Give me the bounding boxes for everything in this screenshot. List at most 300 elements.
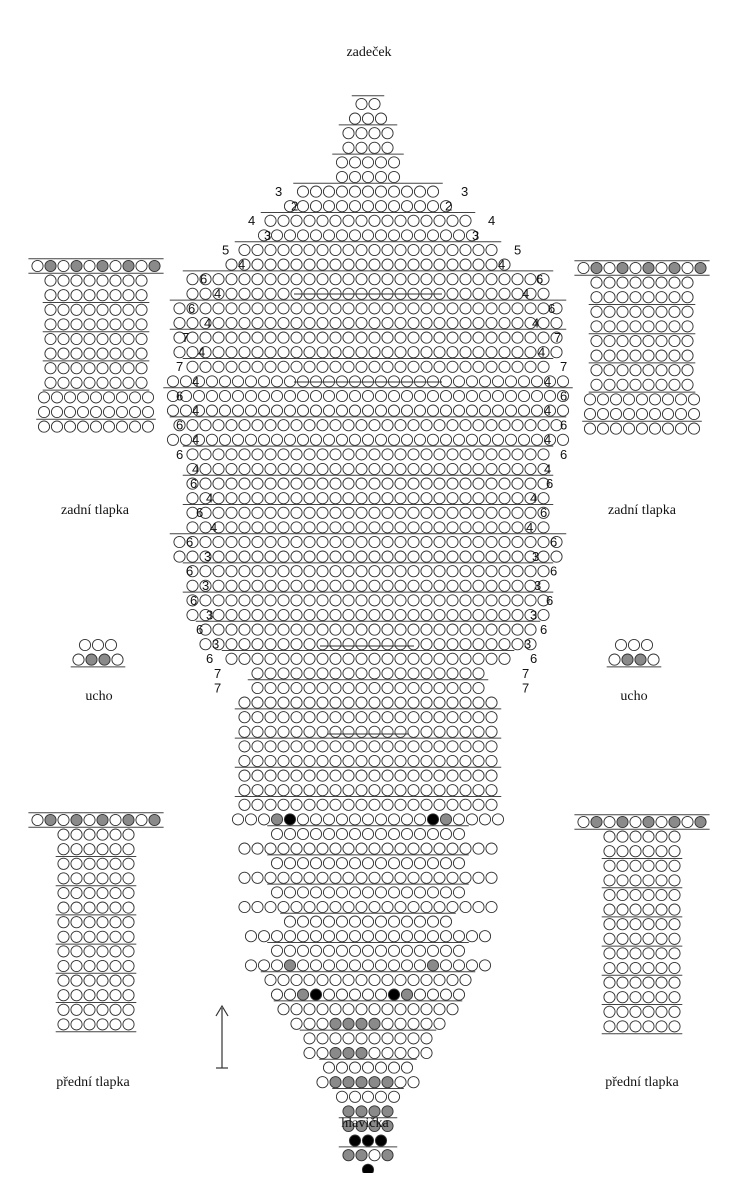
body-bead (369, 755, 380, 766)
front-leg-right-bead (604, 831, 615, 842)
body-bead (304, 507, 315, 518)
body-bead (414, 390, 425, 401)
body-bead (421, 785, 432, 796)
body-bead (362, 1164, 373, 1173)
back-leg-left-bead (123, 304, 134, 315)
body-bead (486, 901, 497, 912)
body-bead (382, 317, 393, 328)
body-bead (356, 712, 367, 723)
body-bead (343, 974, 354, 985)
body-bead (304, 580, 315, 591)
body-bead (382, 901, 393, 912)
back-leg-right-bead (643, 306, 654, 317)
body-bead (310, 916, 321, 927)
body-bead (239, 244, 250, 255)
back-leg-left-bead (110, 319, 121, 330)
back-leg-right-bead (604, 277, 615, 288)
body-bead (460, 317, 471, 328)
body-bead (330, 785, 341, 796)
body-bead (284, 230, 295, 241)
body-bead (310, 828, 321, 839)
body-bead (486, 726, 497, 737)
body-bead (330, 303, 341, 314)
body-bead (362, 931, 373, 942)
row-count-right: 4 (498, 257, 506, 272)
body-bead (421, 639, 432, 650)
body-bead (525, 420, 536, 431)
body-bead (271, 230, 282, 241)
body-bead (265, 347, 276, 358)
body-bead (434, 259, 445, 270)
body-bead (531, 434, 542, 445)
body-bead (388, 828, 399, 839)
body-bead (362, 186, 373, 197)
body-bead (187, 420, 198, 431)
body-bead (323, 186, 334, 197)
body-bead (356, 799, 367, 810)
body-bead (278, 551, 289, 562)
row-count-left: 7 (182, 330, 190, 345)
body-bead (297, 405, 308, 416)
body-bead (369, 609, 380, 620)
body-bead (323, 945, 334, 956)
front-leg-left-bead (71, 960, 82, 971)
body-bead (265, 288, 276, 299)
back-leg-right-bead (656, 350, 667, 361)
body-bead (278, 347, 289, 358)
body-bead (382, 522, 393, 533)
body-bead (427, 186, 438, 197)
front-leg-right-bead (643, 1006, 654, 1017)
body-bead (213, 478, 224, 489)
front-leg-left-bead (123, 887, 134, 898)
back-leg-left-bead (103, 392, 114, 403)
row-count-left: 3 (275, 184, 283, 199)
body-bead (395, 872, 406, 883)
body-bead (440, 989, 451, 1000)
body-bead (343, 595, 354, 606)
body-bead (473, 361, 484, 372)
body-bead (395, 522, 406, 533)
body-bead (258, 434, 269, 445)
body-bead (382, 332, 393, 343)
body-bead (317, 361, 328, 372)
body-bead (200, 536, 211, 547)
body-bead (330, 274, 341, 285)
body-bead (473, 843, 484, 854)
body-bead (473, 493, 484, 504)
body-bead (291, 303, 302, 314)
body-bead (291, 493, 302, 504)
front-leg-right-bead (656, 948, 667, 959)
body-bead (388, 960, 399, 971)
back-leg-left-bead (110, 363, 121, 374)
row-count-right: 4 (526, 519, 534, 535)
body-bead (486, 653, 497, 664)
body-bead (421, 493, 432, 504)
front-leg-right-bead (695, 816, 706, 827)
back-leg-right-bead (630, 335, 641, 346)
body-bead (330, 420, 341, 431)
body-bead (499, 522, 510, 533)
body-bead (200, 288, 211, 299)
body-bead (291, 639, 302, 650)
body-bead (369, 872, 380, 883)
body-bead (265, 682, 276, 693)
body-bead (473, 259, 484, 270)
back-leg-left-bead (90, 421, 101, 432)
body-bead (434, 507, 445, 518)
body-bead (330, 799, 341, 810)
body-bead (408, 551, 419, 562)
body-bead (453, 989, 464, 1000)
body-bead (447, 843, 458, 854)
body-bead (499, 317, 510, 328)
body-bead (395, 566, 406, 577)
body-bead (427, 230, 438, 241)
body-bead (336, 434, 347, 445)
body-bead (349, 405, 360, 416)
body-bead (375, 1062, 386, 1073)
body-bead (369, 653, 380, 664)
body-bead (317, 274, 328, 285)
front-leg-left-bead (123, 931, 134, 942)
body-bead (330, 493, 341, 504)
body-bead (278, 522, 289, 533)
body-bead (304, 1033, 315, 1044)
body-bead (278, 215, 289, 226)
body-bead (265, 522, 276, 533)
body-bead (239, 843, 250, 854)
body-bead (401, 186, 412, 197)
body-bead (349, 157, 360, 168)
back-leg-left-bead (116, 406, 127, 417)
back-leg-left-bead (90, 392, 101, 403)
body-bead (499, 361, 510, 372)
label-front-leg-right: přední tlapka (605, 1075, 679, 1090)
body-bead (252, 551, 263, 562)
front-leg-left-bead (71, 858, 82, 869)
back-leg-right-bead (649, 394, 660, 405)
body-bead (356, 332, 367, 343)
body-bead (434, 1004, 445, 1015)
body-bead (395, 799, 406, 810)
body-bead (421, 726, 432, 737)
body-bead (395, 420, 406, 431)
body-bead (271, 376, 282, 387)
front-leg-right-bead (604, 846, 615, 857)
body-bead (473, 668, 484, 679)
body-bead (382, 463, 393, 474)
body-bead (317, 1077, 328, 1088)
body-bead (336, 945, 347, 956)
body-bead (395, 1077, 406, 1088)
back-leg-left-bead (45, 319, 56, 330)
body-bead (239, 697, 250, 708)
body-bead (408, 463, 419, 474)
body-bead (310, 405, 321, 416)
body-bead (304, 215, 315, 226)
body-bead (317, 478, 328, 489)
body-bead (278, 668, 289, 679)
body-bead (317, 682, 328, 693)
body-bead (473, 624, 484, 635)
body-bead (336, 989, 347, 1000)
back-leg-left-bead (129, 406, 140, 417)
body-bead (330, 317, 341, 328)
back-leg-left-bead (58, 290, 69, 301)
body-bead (265, 653, 276, 664)
body-bead (317, 1047, 328, 1058)
body-bead (473, 712, 484, 723)
body-bead (434, 566, 445, 577)
body-bead (304, 317, 315, 328)
row-count-right: 6 (550, 534, 558, 550)
body-bead (473, 872, 484, 883)
back-leg-left-bead (123, 333, 134, 344)
row-count-right: 6 (560, 446, 568, 462)
body-bead (525, 566, 536, 577)
body-bead (473, 697, 484, 708)
body-bead (297, 376, 308, 387)
body-bead (479, 376, 490, 387)
body-bead (479, 434, 490, 445)
body-bead (284, 945, 295, 956)
body-bead (226, 507, 237, 518)
body-bead (414, 814, 425, 825)
body-bead (466, 960, 477, 971)
body-bead (291, 755, 302, 766)
body-bead (330, 478, 341, 489)
body-bead (434, 770, 445, 781)
body-bead (180, 434, 191, 445)
body-bead (460, 420, 471, 431)
body-bead (304, 843, 315, 854)
body-bead (343, 726, 354, 737)
body-bead (395, 507, 406, 518)
body-bead (408, 1018, 419, 1029)
body-bead (362, 157, 373, 168)
body-bead (239, 288, 250, 299)
body-bead (278, 785, 289, 796)
body-bead (408, 755, 419, 766)
body-bead (512, 522, 523, 533)
body-bead (265, 463, 276, 474)
body-bead (291, 595, 302, 606)
body-bead (252, 522, 263, 533)
body-bead (219, 434, 230, 445)
body-bead (336, 186, 347, 197)
body-bead (356, 609, 367, 620)
front-leg-right-bead (604, 904, 615, 915)
body-bead (265, 697, 276, 708)
body-bead (356, 901, 367, 912)
front-leg-right-bead (669, 919, 680, 930)
front-leg-right-bead (656, 860, 667, 871)
row-count-left: 6 (196, 622, 204, 637)
body-bead (258, 960, 269, 971)
body-bead (297, 434, 308, 445)
back-leg-right-bead (682, 350, 693, 361)
body-bead (499, 493, 510, 504)
body-bead (284, 390, 295, 401)
back-leg-left-bead (90, 406, 101, 417)
body-bead (434, 580, 445, 591)
body-bead (291, 566, 302, 577)
back-leg-right-bead (610, 394, 621, 405)
body-bead (291, 682, 302, 693)
row-count-right: 4 (538, 344, 546, 360)
body-bead (408, 653, 419, 664)
ear-right-bead (648, 654, 659, 665)
body-bead (343, 317, 354, 328)
body-bead (434, 522, 445, 533)
body-bead (408, 799, 419, 810)
body-bead (271, 828, 282, 839)
body-bead (434, 1018, 445, 1029)
body-bead (343, 463, 354, 474)
body-bead (317, 624, 328, 635)
body-bead (278, 624, 289, 635)
body-bead (187, 288, 198, 299)
body-bead (369, 901, 380, 912)
body-bead (408, 566, 419, 577)
body-bead (317, 1004, 328, 1015)
body-bead (291, 580, 302, 591)
body-bead (278, 449, 289, 460)
body-bead (226, 361, 237, 372)
front-leg-left-bead (71, 829, 82, 840)
body-bead (265, 317, 276, 328)
body-bead (434, 785, 445, 796)
body-bead (473, 463, 484, 474)
front-leg-left-bead (97, 844, 108, 855)
body-bead (375, 157, 386, 168)
back-leg-left-bead (77, 392, 88, 403)
body-bead (466, 405, 477, 416)
body-bead (434, 901, 445, 912)
row-count-right: 3 (532, 549, 540, 564)
back-leg-right-bead (643, 277, 654, 288)
body-bead (460, 755, 471, 766)
body-bead (499, 420, 510, 431)
body-bead (525, 274, 536, 285)
back-leg-right-bead (649, 408, 660, 419)
body-bead (531, 405, 542, 416)
front-leg-left-bead (71, 873, 82, 884)
body-bead (362, 887, 373, 898)
back-leg-right-bead (675, 408, 686, 419)
body-bead (453, 945, 464, 956)
body-bead (278, 493, 289, 504)
body-bead (388, 390, 399, 401)
front-leg-left-bead (84, 858, 95, 869)
front-leg-left-bead (84, 975, 95, 986)
back-leg-left-bead (71, 304, 82, 315)
back-leg-left-bead (110, 275, 121, 286)
body-bead (310, 887, 321, 898)
body-bead (447, 697, 458, 708)
body-bead (395, 785, 406, 796)
body-bead (330, 580, 341, 591)
body-bead (356, 624, 367, 635)
body-bead (375, 434, 386, 445)
body-bead (349, 858, 360, 869)
body-bead (382, 741, 393, 752)
front-leg-left-bead (71, 887, 82, 898)
front-leg-right-bead (656, 977, 667, 988)
row-count-left: 6 (176, 388, 184, 404)
body-bead (486, 799, 497, 810)
body-bead (200, 478, 211, 489)
front-leg-right-bead (643, 992, 654, 1003)
body-bead (427, 916, 438, 927)
body-bead (375, 887, 386, 898)
body-bead (206, 390, 217, 401)
front-leg-left-bead (110, 873, 121, 884)
body-bead (362, 945, 373, 956)
body-bead (239, 712, 250, 723)
body-bead (336, 960, 347, 971)
body-bead (349, 989, 360, 1000)
body-bead (512, 639, 523, 650)
body-bead (252, 697, 263, 708)
body-bead (486, 639, 497, 650)
body-bead (343, 639, 354, 650)
back-leg-right-bead (669, 292, 680, 303)
front-leg-right-bead (604, 933, 615, 944)
body-bead (330, 507, 341, 518)
body-bead (349, 434, 360, 445)
body-bead (388, 887, 399, 898)
body-bead (278, 682, 289, 693)
back-leg-left-bead (136, 319, 147, 330)
body-bead (421, 843, 432, 854)
front-leg-left-bead (58, 887, 69, 898)
body-bead (323, 230, 334, 241)
front-leg-left-bead (84, 917, 95, 928)
back-leg-left-bead (110, 260, 121, 271)
back-leg-right-bead (630, 321, 641, 332)
body-bead (343, 1150, 354, 1161)
back-leg-left-bead (142, 392, 153, 403)
body-bead (460, 463, 471, 474)
body-bead (226, 522, 237, 533)
body-bead (538, 288, 549, 299)
body-bead (252, 449, 263, 460)
ear-left-bead (73, 654, 84, 665)
body-bead (252, 872, 263, 883)
body-bead (375, 960, 386, 971)
body-bead (525, 332, 536, 343)
body-bead (447, 274, 458, 285)
body-bead (304, 347, 315, 358)
body-bead (245, 931, 256, 942)
front-leg-right-bead (617, 860, 628, 871)
body-bead (395, 726, 406, 737)
body-bead (434, 843, 445, 854)
body-bead (343, 755, 354, 766)
body-bead (317, 770, 328, 781)
front-leg-right-bead (604, 889, 615, 900)
body-bead (382, 770, 393, 781)
body-bead (317, 668, 328, 679)
body-bead (395, 1047, 406, 1058)
back-leg-right-bead (591, 379, 602, 390)
body-bead (362, 390, 373, 401)
body-bead (388, 858, 399, 869)
body-bead (362, 1062, 373, 1073)
